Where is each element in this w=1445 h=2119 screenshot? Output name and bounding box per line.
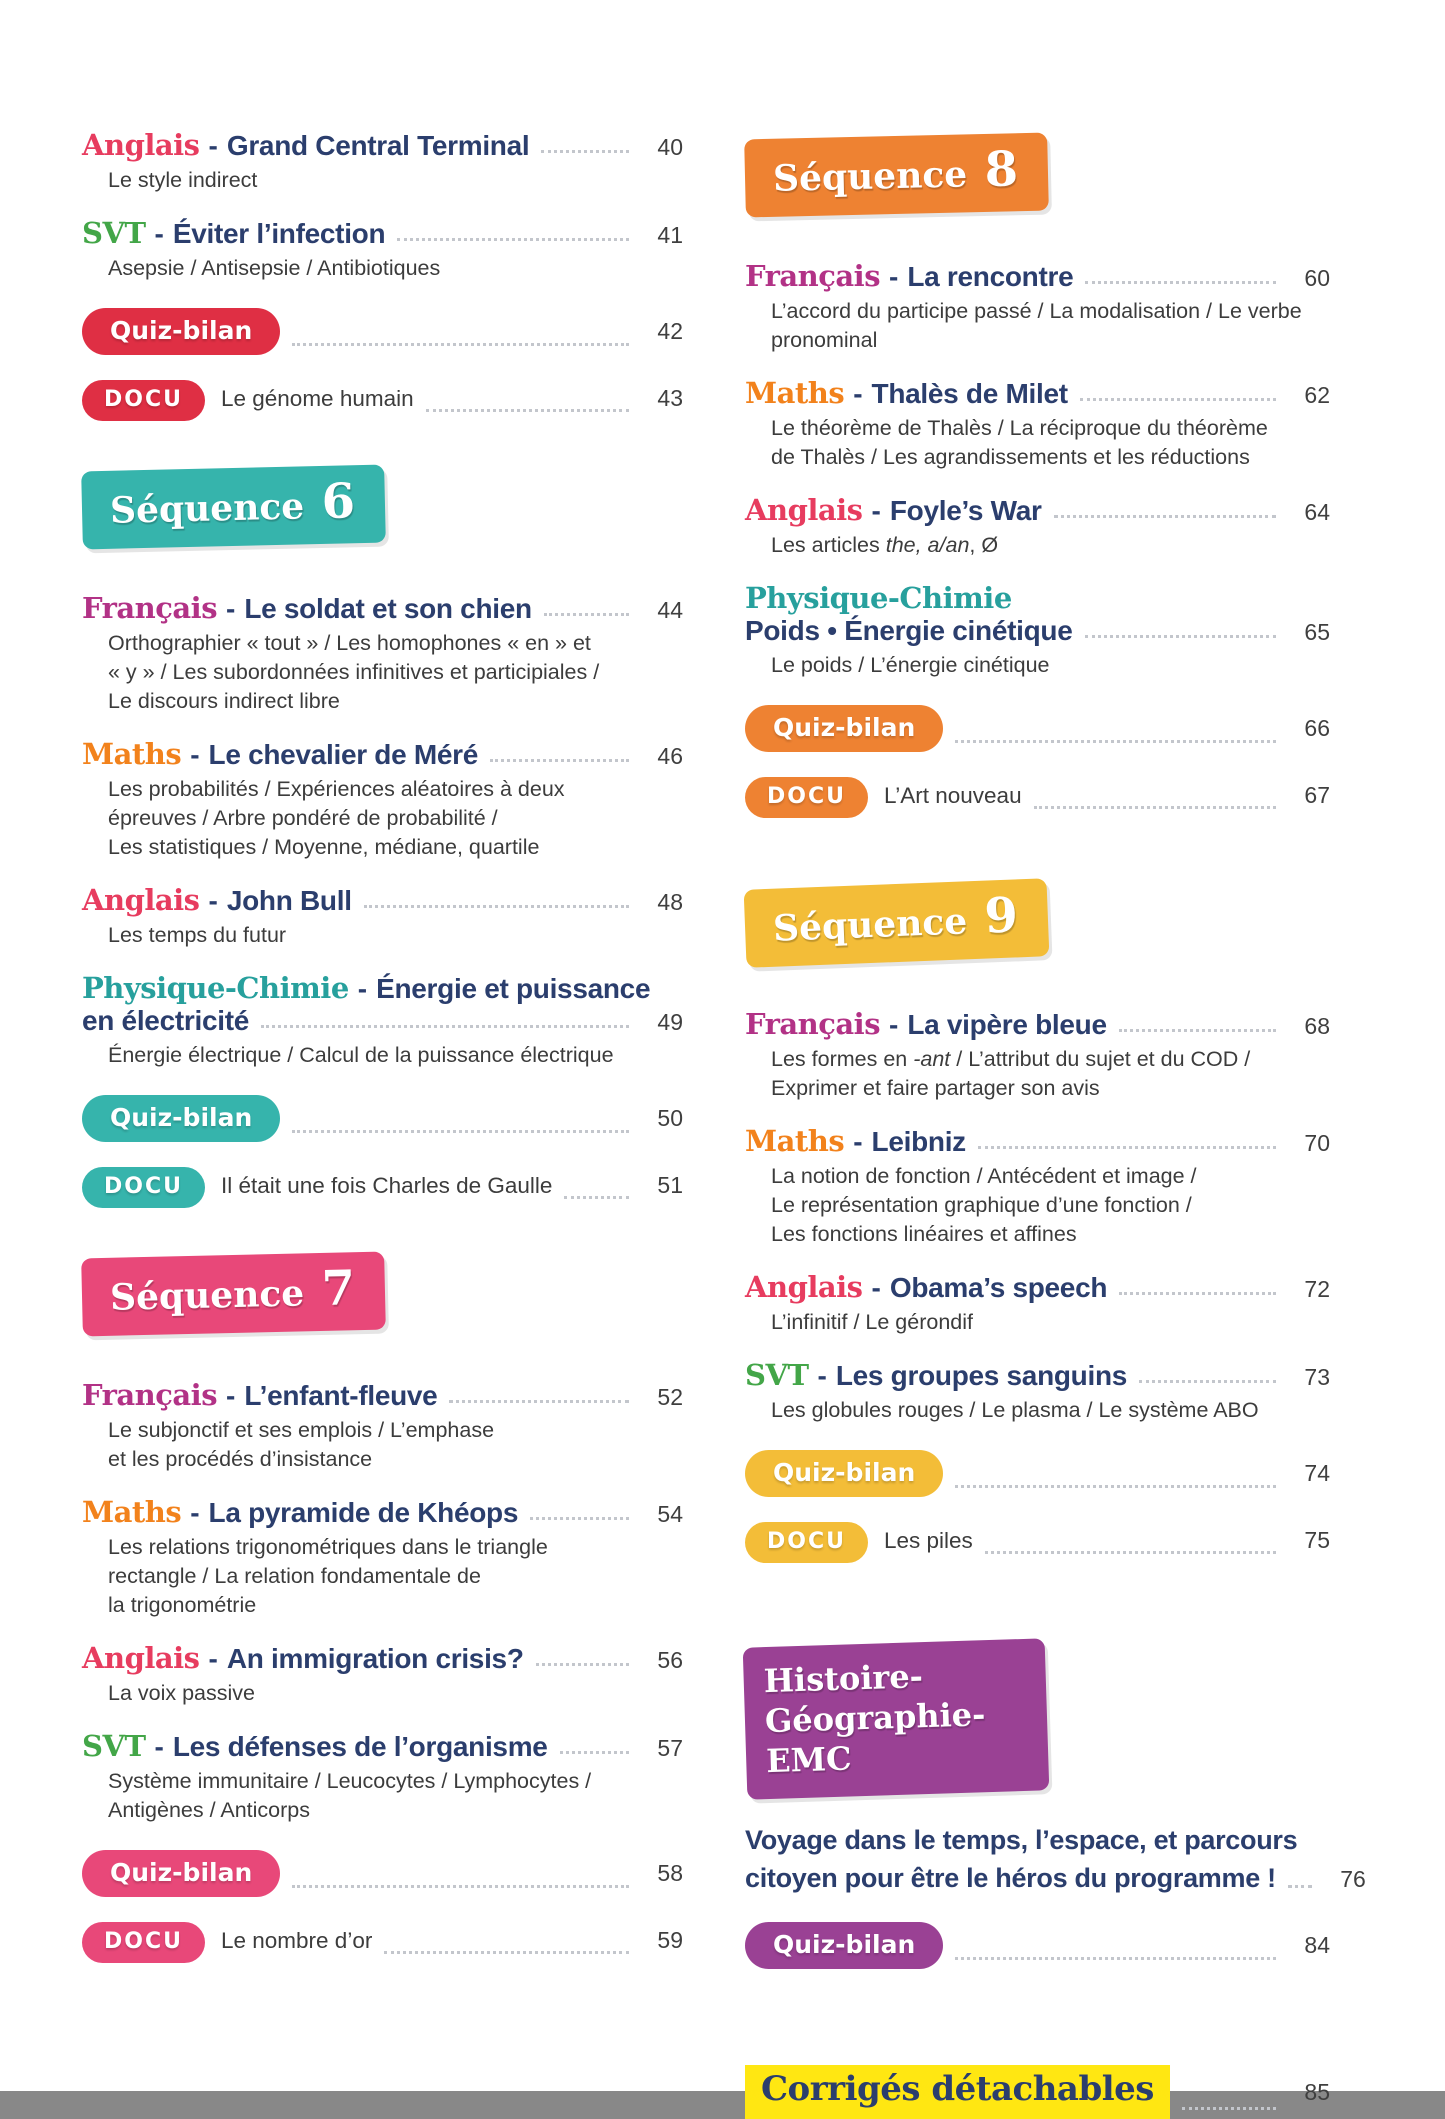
sequence-badge (744, 878, 1050, 968)
entry-desc-line: Système immunitaire / Leucocytes / Lymphocytes / (108, 1769, 592, 1793)
dots-leader (530, 1517, 629, 1520)
subject-label: Maths (745, 1124, 845, 1158)
docu-badge: DOCU (82, 1167, 205, 1208)
sequence-word: Séquence (109, 485, 305, 532)
page-number: 65 (1304, 619, 1330, 645)
page-number: 58 (657, 1860, 683, 1886)
subject-label: Français (745, 259, 881, 293)
quiz-bilan-row (82, 1095, 683, 1142)
toc-column-left (82, 128, 683, 1990)
quiz-bilan-badge: Quiz-bilan (745, 1450, 943, 1497)
sequence-header (82, 1255, 683, 1333)
separator: - (226, 1380, 236, 1411)
separator: - (190, 1497, 200, 1528)
desc-text-italic: the, a/an (885, 533, 970, 557)
separator: - (871, 495, 881, 526)
entry-desc-line: L’infinitif / Le gérondif (771, 1310, 973, 1334)
dots-leader (536, 1663, 629, 1666)
sequence-word: Séquence (109, 1272, 305, 1319)
docu-title: L’Art nouveau (883, 783, 1022, 808)
entry-desc-line: Les globules rouges / Le plasma / Le système ABO (771, 1398, 1259, 1422)
docu-row (745, 1522, 1330, 1563)
dots-leader (292, 343, 629, 346)
sequence-header (82, 468, 683, 546)
entry-desc-line: L’accord du participe passé / La modalisation / Le verbe (771, 299, 1302, 323)
dots-leader (544, 613, 629, 616)
desc-text: Les formes en (771, 1047, 914, 1071)
entry-desc-line: Orthographier « tout » / Les homophones « en » et (108, 631, 591, 655)
separator: - (357, 973, 368, 1004)
entry-desc-line: épreuves / Arbre pondéré de probabilité / (108, 806, 498, 830)
page-number: 68 (1304, 1013, 1330, 1039)
dots-leader (426, 409, 629, 412)
dots-leader (261, 1025, 629, 1028)
toc-column-right (745, 112, 1366, 2119)
dots-leader (1139, 1380, 1276, 1383)
entry-title: Thalès de Milet (871, 378, 1068, 409)
toc-entry (745, 1358, 1330, 1425)
docu-title: Il était une fois Charles de Gaulle (220, 1173, 553, 1198)
page-number: 42 (657, 318, 683, 344)
entry-title: Le chevalier de Méré (208, 739, 479, 770)
banner-line: Histoire-Géographie- (763, 1657, 986, 1741)
subject-label: Physique-Chimie (745, 581, 1012, 615)
quiz-bilan-badge: Quiz-bilan (745, 705, 943, 752)
entry-desc-line: Le théorème de Thalès / La réciproque du théorème (771, 416, 1268, 440)
separator: - (226, 593, 236, 624)
separator: - (889, 261, 899, 292)
entry-title: Foyle’s War (889, 495, 1042, 526)
dots-leader (1182, 2107, 1276, 2110)
subject-label: Anglais (82, 1641, 200, 1675)
subject-label: SVT (82, 1729, 146, 1763)
separator: - (871, 1272, 881, 1303)
banner-line: EMC (765, 1739, 853, 1781)
page-number: 41 (657, 222, 683, 248)
quiz-bilan-row (745, 705, 1330, 752)
entry-title: John Bull (226, 885, 352, 916)
page-number: 51 (657, 1172, 683, 1198)
dots-leader (449, 1400, 629, 1403)
subject-banner-wrap (745, 1643, 1330, 1795)
quiz-bilan-badge: Quiz-bilan (82, 1850, 280, 1897)
entry-desc-line: et les procédés d’insistance (108, 1447, 373, 1471)
subject-label: Maths (82, 737, 182, 771)
docu-row (82, 1167, 683, 1208)
entry-title: La pyramide de Khéops (208, 1497, 519, 1528)
quiz-bilan-badge: Quiz-bilan (745, 1922, 943, 1969)
page-number: 56 (657, 1647, 683, 1673)
page-number: 60 (1304, 265, 1330, 291)
toc-entry (82, 591, 683, 716)
dots-leader (1080, 398, 1276, 401)
dots-leader (1288, 1885, 1312, 1888)
desc-text: / L’attribut du sujet et du COD / (950, 1047, 1251, 1071)
toc-entry (745, 1007, 1330, 1103)
quiz-bilan-row (82, 1850, 683, 1897)
page-number: 40 (657, 134, 683, 160)
page-number: 46 (657, 743, 683, 769)
separator: - (190, 739, 200, 770)
toc-entry (745, 581, 1330, 680)
entry-title: Obama’s speech (889, 1272, 1108, 1303)
docu-row (745, 777, 1330, 818)
subject-label: SVT (82, 216, 146, 250)
dots-leader (397, 238, 629, 241)
sequence-word: Séquence (772, 900, 968, 950)
entry-title: Le soldat et son chien (244, 593, 532, 624)
toc-entry (82, 1641, 683, 1708)
toc-entry (745, 1270, 1330, 1337)
entry-desc-line: Le représentation graphique d’une fonction / (771, 1193, 1192, 1217)
entry-desc-line: Asepsie / Antisepsie / Antibiotiques (108, 256, 441, 280)
dots-leader (955, 1485, 1276, 1488)
subject-label: Français (745, 1007, 881, 1041)
quiz-bilan-badge: Quiz-bilan (82, 1095, 280, 1142)
entry-title: Énergie et puissance (376, 973, 651, 1004)
docu-row (82, 380, 683, 421)
toc-entry (82, 971, 683, 1070)
sequence-number: 6 (321, 473, 356, 530)
toc-entry (82, 1495, 683, 1620)
page-number: 67 (1304, 782, 1330, 808)
quiz-bilan-row (745, 1450, 1330, 1497)
page-number: 76 (1340, 1866, 1366, 1892)
page-number: 84 (1304, 1932, 1330, 1958)
entry-desc-line: Les probabilités / Expériences aléatoires à deux (108, 777, 565, 801)
desc-text: Les articles (771, 533, 886, 557)
sequence-header (745, 136, 1330, 214)
toc-entry (745, 1821, 1366, 1897)
sequence-number: 9 (983, 887, 1020, 945)
entry-desc-line: La voix passive (108, 1681, 255, 1705)
sequence-header (745, 884, 1330, 962)
separator: - (208, 130, 218, 161)
sequence-number: 7 (321, 1260, 356, 1317)
subject-label: Anglais (745, 493, 863, 527)
corriges-highlight: Corrigés détachables (745, 2065, 1170, 2119)
entry-desc-line: Le style indirect (108, 168, 258, 192)
separator: - (853, 378, 863, 409)
entry-desc-line: de Thalès / Les agrandissements et les réductions (771, 445, 1250, 469)
toc-entry (82, 1378, 683, 1474)
dots-leader (1119, 1292, 1276, 1295)
dots-leader (978, 1146, 1276, 1149)
page-number: 49 (657, 1009, 683, 1035)
toc-entry (82, 216, 683, 283)
entry-desc-line (771, 531, 1330, 560)
entry-desc-line: Les fonctions linéaires et affines (771, 1222, 1077, 1246)
desc-text-italic: -ant (913, 1047, 951, 1071)
dots-leader (1085, 281, 1276, 284)
docu-title: Les piles (883, 1528, 973, 1553)
docu-title: Le nombre d’or (220, 1928, 373, 1953)
entry-title-line2: en électricité (82, 1005, 249, 1036)
entry-title: L’enfant-fleuve (244, 1380, 438, 1411)
page-number: 70 (1304, 1130, 1330, 1156)
docu-badge: DOCU (82, 1922, 205, 1963)
page-number: 85 (1304, 2079, 1330, 2105)
subject-label: SVT (745, 1358, 809, 1392)
dots-leader (541, 150, 629, 153)
dots-leader (364, 905, 629, 908)
entry-desc-line: Antigènes / Anticorps (108, 1798, 310, 1822)
toc-entry (745, 376, 1330, 472)
entry-title: Voyage dans le temps, l’espace, et parcours (745, 1825, 1298, 1855)
entry-desc-line: Le discours indirect libre (108, 689, 340, 713)
entry-title: La vipère bleue (907, 1009, 1107, 1040)
subject-label: Français (82, 591, 218, 625)
histoire-geographie-emc-banner (743, 1638, 1050, 1799)
quiz-bilan-row (82, 308, 683, 355)
entry-desc-line: « y » / Les subordonnées infinitives et participiales / (108, 660, 600, 684)
subject-label: Physique-Chimie (82, 971, 349, 1005)
entry-desc-line: Les temps du futur (108, 923, 287, 947)
entry-title: Les défenses de l’organisme (172, 1731, 548, 1762)
docu-row (82, 1922, 683, 1963)
sequence-word: Séquence (772, 153, 968, 200)
docu-title: Le génome humain (220, 386, 414, 411)
entry-title: Poids • Énergie cinétique (745, 615, 1073, 646)
subject-label: Anglais (82, 128, 200, 162)
dots-leader (955, 740, 1276, 743)
subject-label: Maths (745, 376, 845, 410)
entry-title: An immigration crisis? (226, 1643, 524, 1674)
page-number: 50 (657, 1105, 683, 1131)
toc-entry (745, 493, 1330, 560)
dots-leader (292, 1885, 629, 1888)
entry-desc-line: pronominal (771, 328, 878, 352)
toc-entry (745, 1124, 1330, 1249)
dots-leader (1119, 1029, 1276, 1032)
subject-label: Anglais (745, 1270, 863, 1304)
dots-leader (560, 1751, 629, 1754)
entry-title: Les groupes sanguins (835, 1360, 1128, 1391)
page-number: 66 (1304, 715, 1330, 741)
entry-title: La rencontre (907, 261, 1074, 292)
toc-entry (82, 737, 683, 862)
page-number: 48 (657, 889, 683, 915)
page-number: 59 (657, 1927, 683, 1953)
entry-title: Leibniz (871, 1126, 966, 1157)
entry-desc-line (771, 1045, 1330, 1074)
separator: - (154, 218, 164, 249)
subject-label: Anglais (82, 883, 200, 917)
corriges-row (745, 2065, 1330, 2119)
entry-title-line2: citoyen pour être le héros du programme ! (745, 1863, 1276, 1893)
entry-desc-line: la trigonométrie (108, 1593, 257, 1617)
separator: - (208, 1643, 218, 1674)
page-number: 57 (657, 1735, 683, 1761)
page-number: 73 (1304, 1364, 1330, 1390)
page-number: 74 (1304, 1460, 1330, 1486)
page-number: 44 (657, 597, 683, 623)
page-number: 54 (657, 1501, 683, 1527)
page-number: 64 (1304, 499, 1330, 525)
separator: - (889, 1009, 899, 1040)
dots-leader (490, 759, 629, 762)
dots-leader (384, 1951, 629, 1954)
dots-leader (564, 1196, 629, 1199)
entry-desc-line: Exprimer et faire partager son avis (771, 1076, 1100, 1100)
page-number: 52 (657, 1384, 683, 1410)
docu-badge: DOCU (745, 777, 868, 818)
entry-desc-line: Le subjonctif et ses emplois / L’emphase (108, 1418, 495, 1442)
dots-leader (292, 1130, 629, 1133)
dots-leader (1054, 515, 1276, 518)
entry-desc-line: La notion de fonction / Antécédent et image / (771, 1164, 1197, 1188)
page-number: 62 (1304, 382, 1330, 408)
dots-leader (955, 1957, 1276, 1960)
separator: - (208, 885, 218, 916)
sequence-badge (744, 133, 1049, 218)
subject-label: Maths (82, 1495, 182, 1529)
page-number: 43 (657, 385, 683, 411)
entry-desc-line: Le poids / L’énergie cinétique (771, 653, 1050, 677)
entry-desc-line: Les statistiques / Moyenne, médiane, quartile (108, 835, 540, 859)
dots-leader (1085, 635, 1277, 638)
separator: - (853, 1126, 863, 1157)
entry-title: Grand Central Terminal (226, 130, 530, 161)
separator: - (817, 1360, 827, 1391)
sequence-number: 8 (984, 141, 1019, 198)
entry-title: Éviter l’infection (172, 218, 386, 249)
quiz-bilan-badge: Quiz-bilan (82, 308, 280, 355)
sequence-badge (81, 465, 386, 550)
separator: - (154, 1731, 164, 1762)
desc-text: , Ø (969, 533, 999, 557)
toc-entry (82, 1729, 683, 1825)
toc-entry (82, 128, 683, 195)
dots-leader (1034, 806, 1276, 809)
quiz-bilan-row (745, 1922, 1330, 1969)
dots-leader (985, 1551, 1276, 1554)
docu-badge: DOCU (82, 380, 205, 421)
entry-desc-line: Énergie électrique / Calcul de la puissance électrique (108, 1043, 614, 1067)
entry-desc-line: Les relations trigonométriques dans le triangle (108, 1535, 548, 1559)
sequence-badge (81, 1252, 386, 1337)
page-number: 72 (1304, 1276, 1330, 1302)
entry-desc-line: rectangle / La relation fondamentale de (108, 1564, 481, 1588)
subject-label: Français (82, 1378, 218, 1412)
docu-badge: DOCU (745, 1522, 868, 1563)
page-number: 75 (1304, 1527, 1330, 1553)
toc-entry (82, 883, 683, 950)
toc-entry (745, 259, 1330, 355)
